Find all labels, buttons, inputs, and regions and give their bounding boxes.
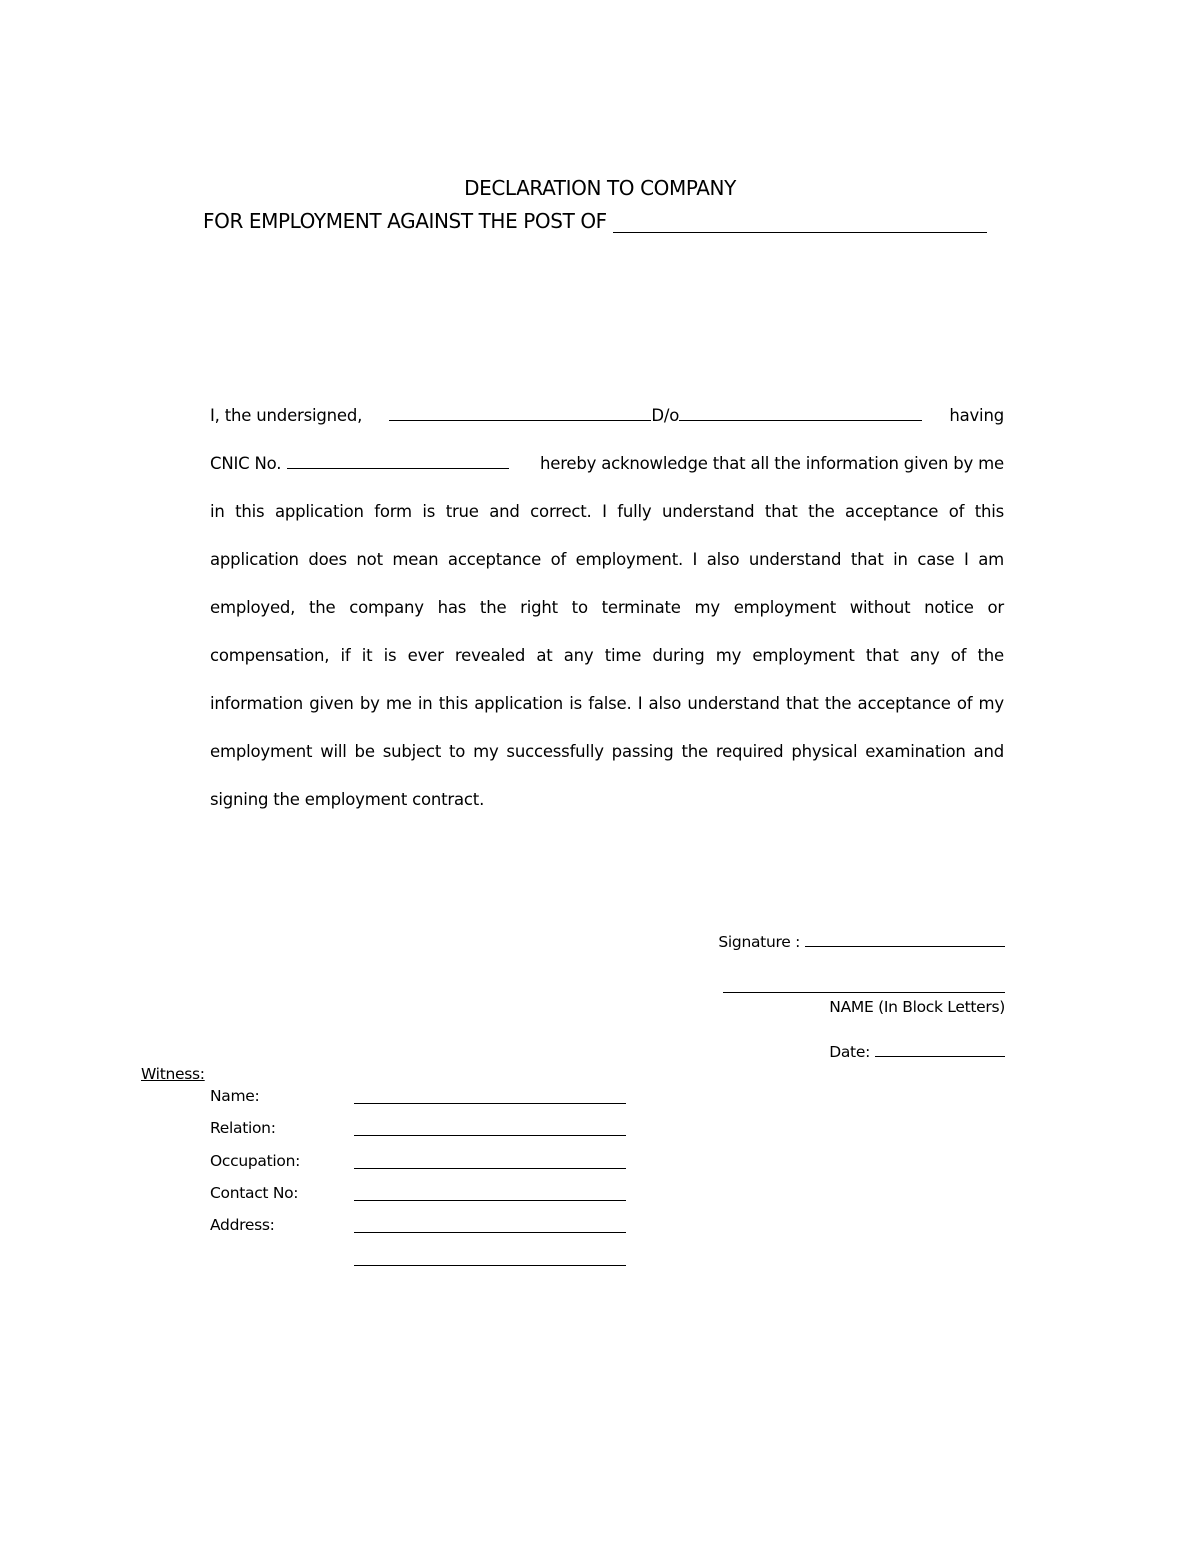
declaration-line-1: [210, 392, 1004, 440]
witness-field-label: Occupation:: [210, 1152, 301, 1170]
document-title: DECLARATION TO COMPANY: [464, 176, 736, 200]
document-subtitle: [203, 209, 987, 233]
declaration-line-2: [210, 440, 1004, 488]
date-label: Date:: [829, 1043, 870, 1061]
cnic-blank-line: [287, 454, 509, 469]
witness-field-relation: [210, 1119, 628, 1141]
having-label: having: [949, 406, 1004, 425]
witness-field-contact: [210, 1184, 628, 1206]
witness-field-address: [210, 1216, 628, 1238]
father-name-blank-line: [679, 406, 922, 421]
witness-field-line: [354, 1216, 626, 1233]
cnic-group: [210, 440, 509, 488]
acknowledge-text: hereby acknowledge that all the information given by me: [540, 454, 1004, 473]
declaration-paragraph: [210, 392, 1004, 824]
declaration-line: application does not mean acceptance of employment. I also understand that in case I am: [210, 550, 1004, 569]
witness-field-line: [354, 1249, 626, 1266]
witness-field-label: Relation:: [210, 1119, 276, 1137]
date-blank-line: [875, 1042, 1005, 1057]
witness-field-line: [354, 1087, 626, 1104]
name-block-blank-line: [723, 978, 1005, 993]
date-row: [829, 1042, 1005, 1061]
witness-field-occupation: [210, 1152, 628, 1174]
do-label: D/o: [651, 406, 680, 425]
post-label: FOR EMPLOYMENT AGAINST THE POST OF: [203, 209, 607, 233]
witness-address-line-2: [210, 1249, 628, 1271]
witness-field-line: [354, 1184, 626, 1201]
witness-field-label: Name:: [210, 1087, 260, 1105]
name-block-label: NAME (In Block Letters): [829, 998, 1005, 1016]
name-block-line-row: [723, 978, 1005, 993]
post-blank-line: [613, 214, 987, 233]
declaration-line: employment will be subject to my successfully passing the required physical examination and: [210, 742, 1004, 761]
signature-label: Signature :: [718, 933, 800, 951]
witness-field-name: [210, 1087, 628, 1109]
witness-field-line: [354, 1119, 626, 1136]
declaration-final-line: signing the employment contract.: [210, 790, 485, 809]
declaration-line: information given by me in this application is false. I also understand that the acceptance of my: [210, 694, 1004, 713]
signature-blank-line: [805, 932, 1005, 947]
name-block-caption-row: [829, 998, 1005, 1016]
cnic-label: CNIC No.: [210, 454, 282, 473]
witness-field-label: Address:: [210, 1216, 275, 1234]
declaration-line: compensation, if it is ever revealed at any time during my employment that any of the: [210, 646, 1004, 665]
witness-field-line: [354, 1152, 626, 1169]
witness-field-label: Contact No:: [210, 1184, 299, 1202]
undersigned-label: I, the undersigned,: [210, 406, 363, 425]
name-do-group: [389, 392, 922, 440]
declaration-line: in this application form is true and correct. I fully understand that the acceptance of this: [210, 502, 1004, 521]
name-blank-line: [389, 406, 651, 421]
witness-title: Witness:: [141, 1065, 205, 1083]
signature-row: [718, 932, 1005, 951]
declaration-line: employed, the company has the right to terminate my employment without notice or: [210, 598, 1004, 617]
